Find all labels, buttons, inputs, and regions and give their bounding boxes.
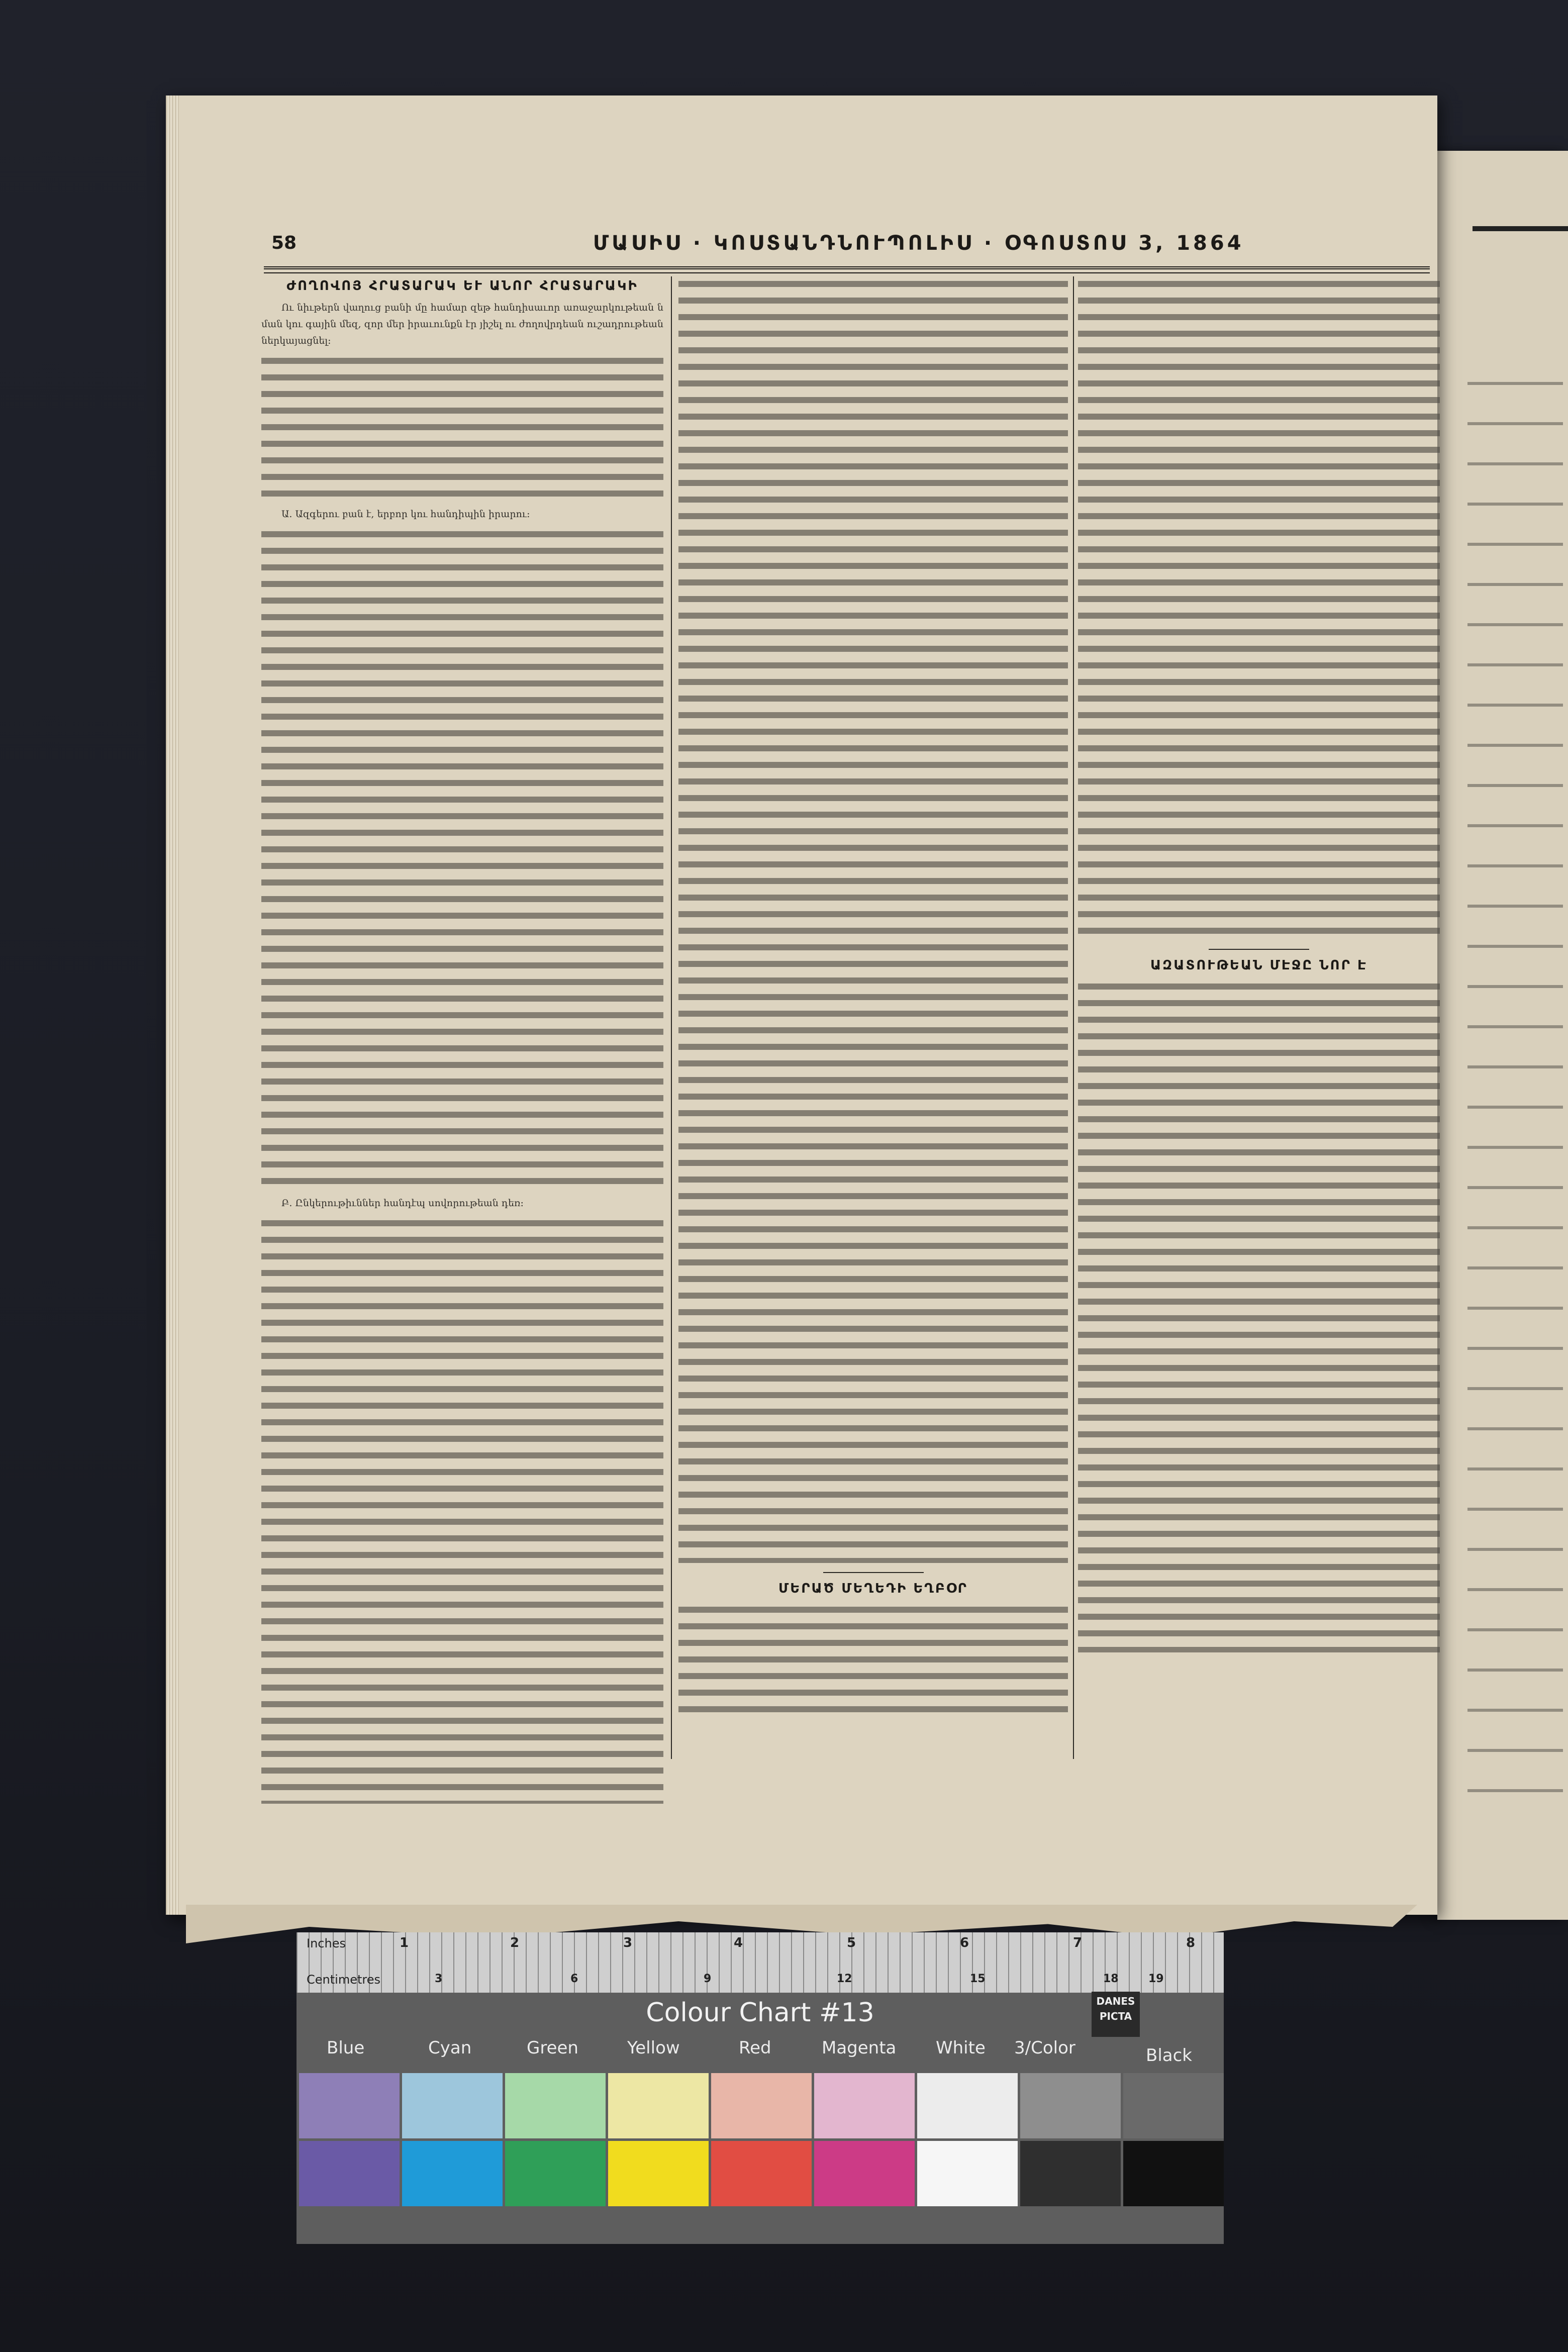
facing-page-edge bbox=[1437, 151, 1568, 1920]
inch-number: 2 bbox=[510, 1935, 520, 1950]
colour-patch-yellow-bottom bbox=[608, 2141, 709, 2206]
patch-label: 3/Color bbox=[1014, 2038, 1075, 2058]
patch-label: Red bbox=[739, 2038, 771, 2058]
facing-page-rule bbox=[1473, 226, 1568, 231]
colour-patch-magenta-bottom bbox=[814, 2141, 915, 2206]
page-number: 58 bbox=[271, 233, 297, 253]
newspaper-page bbox=[166, 95, 1437, 1915]
inch-number: 7 bbox=[1073, 1935, 1083, 1950]
colour-patch-white-top bbox=[917, 2073, 1018, 2138]
colour-patch-green-top bbox=[505, 2073, 606, 2138]
patch-label: White bbox=[936, 2038, 986, 2058]
patch-label: Blue bbox=[327, 2038, 365, 2058]
cm-number: 18 bbox=[1103, 1973, 1119, 1985]
text-block bbox=[678, 276, 1068, 1563]
cm-number: 19 bbox=[1148, 1973, 1164, 1985]
colour-patch-white-bottom bbox=[917, 2141, 1018, 2206]
colour-chart-title: Colour Chart #13 bbox=[646, 1998, 874, 2028]
colour-patch-black-top bbox=[1123, 2073, 1224, 2138]
section-subhead: Բ. Ընկերութիւններ հանդէպ սովորութեան դեռ։ bbox=[281, 1198, 524, 1209]
patch-label: Cyan bbox=[428, 2038, 472, 2058]
colour-patch-3-color-top bbox=[1020, 2073, 1121, 2138]
page-header bbox=[271, 229, 1422, 264]
cm-number: 12 bbox=[837, 1973, 852, 1985]
text-block bbox=[261, 353, 663, 501]
colour-patch-blue-bottom bbox=[299, 2141, 400, 2206]
column-divider bbox=[671, 276, 672, 1759]
patch-label: Yellow bbox=[627, 2038, 680, 2058]
colour-patch-black-bottom bbox=[1123, 2141, 1224, 2206]
text-block bbox=[1078, 276, 1440, 940]
colour-patch-red-top bbox=[711, 2073, 812, 2138]
article-heading: ԱԶԱՏՈՒԹԵԱՆ ՄԷՋԸ ՆՈՐ Է bbox=[1150, 958, 1367, 973]
cm-number: 9 bbox=[704, 1973, 712, 1985]
inch-number: 1 bbox=[400, 1935, 409, 1950]
cm-number: 15 bbox=[970, 1973, 986, 1985]
patch-label: Green bbox=[527, 2038, 578, 2058]
column-3 bbox=[1078, 276, 1440, 1657]
cm-number: 3 bbox=[435, 1973, 443, 1985]
colour-patch-cyan-top bbox=[402, 2073, 503, 2138]
ruler-inches-label: Inches bbox=[307, 1936, 346, 1950]
article-heading: ԺՈՂՈՎՈՅ ՀՐԱՏԱՐԱԿ ԵՒ ԱՆՈՐ ՀՐԱՏԱՐԱԿԻ bbox=[286, 278, 638, 293]
column-2 bbox=[678, 276, 1068, 1728]
inch-number: 6 bbox=[960, 1935, 969, 1950]
article-paragraph: Ու նիւթերն վաղուց բանի մը համար զեթ հանդիսաւոր առաջարկութեան նման կու գային մեզ, զոր մեր իրաւունքն էր յիշել ու ժողովրդեան ուշադրութեան ներկայացնել։ bbox=[261, 302, 663, 346]
column-1 bbox=[261, 276, 663, 1809]
patch-label: Black bbox=[1146, 2045, 1192, 2066]
article-heading: ՄԵՐԱԾ ՄԵՂԵԴԻ ԵՂԲՕՐ bbox=[778, 1581, 968, 1596]
inch-number: 3 bbox=[623, 1935, 633, 1950]
text-block bbox=[261, 527, 663, 1190]
colour-patch-yellow-top bbox=[608, 2073, 709, 2138]
ruler-cm-label: Centimetres bbox=[307, 1973, 380, 1987]
section-subhead: Ա. Ազգերու բան է, երբոր կու հանդիպին իրարու։ bbox=[281, 509, 530, 520]
colour-patch-cyan-bottom bbox=[402, 2141, 503, 2206]
facing-page-text bbox=[1467, 362, 1563, 1799]
danes-picta-logo: DANES PICTA bbox=[1092, 1992, 1140, 2037]
inch-number: 5 bbox=[847, 1935, 856, 1950]
page-gutter bbox=[166, 95, 179, 1915]
section-rule bbox=[1209, 949, 1309, 950]
colour-patch-green-bottom bbox=[505, 2141, 606, 2206]
cm-number: 6 bbox=[570, 1973, 578, 1985]
inch-number: 4 bbox=[734, 1935, 743, 1950]
column-divider bbox=[1073, 276, 1074, 1759]
text-block bbox=[261, 1216, 663, 1804]
text-block bbox=[1078, 979, 1440, 1652]
text-block bbox=[678, 1602, 1068, 1723]
inch-number: 8 bbox=[1186, 1935, 1196, 1950]
measuring-ruler bbox=[297, 1932, 1224, 1993]
section-rule bbox=[823, 1572, 924, 1573]
colour-patch-red-bottom bbox=[711, 2141, 812, 2206]
running-title: ՄԱՍԻՍ · ԿՈՍՏԱՆԴՆՈՒՊՈԼԻՍ · ՕԳՈՍՏՈՍ 3, 1864 bbox=[593, 232, 1244, 255]
colour-patch-3-color-bottom bbox=[1020, 2141, 1121, 2206]
patch-label: Magenta bbox=[822, 2038, 897, 2058]
colour-patch-magenta-top bbox=[814, 2073, 915, 2138]
colour-chart bbox=[297, 1932, 1224, 2244]
colour-patch-blue-top bbox=[299, 2073, 400, 2138]
header-rule bbox=[264, 266, 1430, 273]
